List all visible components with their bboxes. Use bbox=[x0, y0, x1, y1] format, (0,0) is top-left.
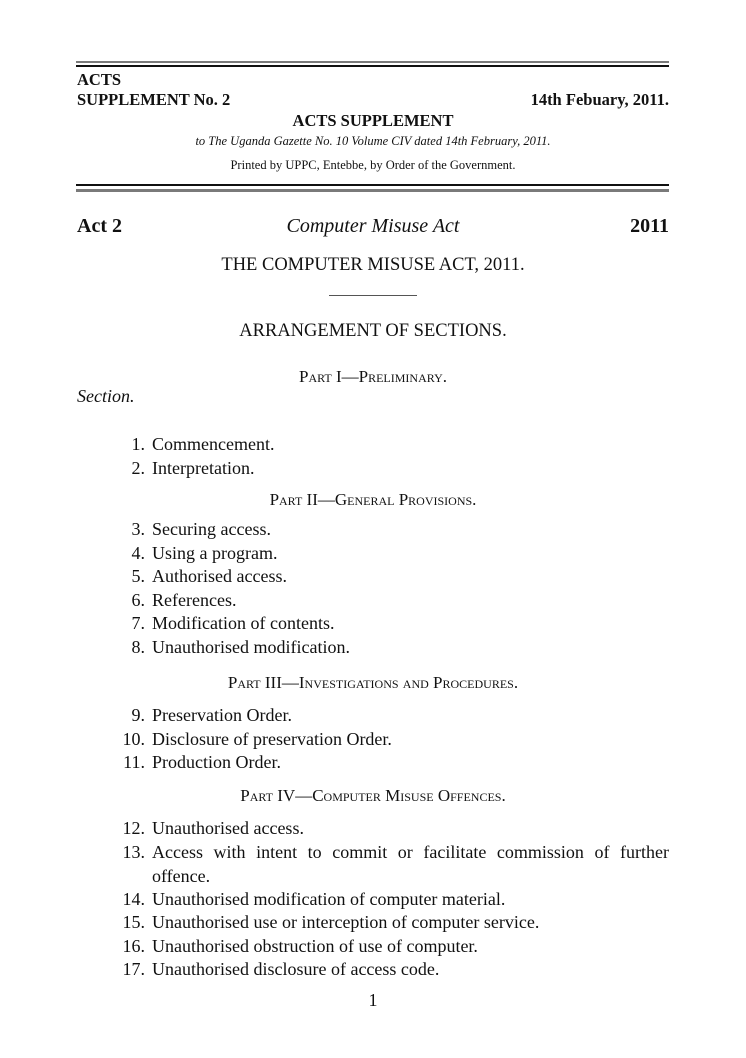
header-supplement-number: SUPPLEMENT No. 2 bbox=[77, 90, 231, 109]
header-top-rule-gray bbox=[76, 61, 669, 63]
header-bottom-rule-black bbox=[76, 184, 669, 186]
running-head-act-number: Act 2 bbox=[77, 215, 122, 237]
section-number: 13. bbox=[122, 842, 145, 862]
section-title: Modification of contents. bbox=[152, 613, 335, 633]
section-title: Unauthorised modification of computer material. bbox=[152, 889, 506, 909]
arrangement-heading: ARRANGEMENT OF SECTIONS. bbox=[239, 321, 507, 341]
part-heading: Part I—Preliminary. bbox=[298, 367, 447, 386]
section-title: Using a program. bbox=[152, 543, 278, 563]
section-number: 6. bbox=[131, 590, 145, 610]
header-top-rule-black bbox=[76, 65, 669, 67]
section-number: 8. bbox=[131, 637, 145, 657]
section-title: Interpretation. bbox=[152, 458, 255, 478]
section-number: 14. bbox=[122, 889, 145, 909]
part-heading: Part II—General Provisions. bbox=[269, 490, 477, 509]
document-title: THE COMPUTER MISUSE ACT, 2011. bbox=[221, 255, 525, 275]
section-title: Unauthorised obstruction of use of computer. bbox=[152, 936, 478, 956]
header-bottom-rule-gray bbox=[76, 189, 669, 192]
section-title: Preservation Order. bbox=[152, 705, 292, 725]
section-column-label: Section. bbox=[77, 386, 135, 406]
section-title: Unauthorised modification. bbox=[152, 637, 350, 657]
section-number: 5. bbox=[131, 566, 145, 586]
section-number: 9. bbox=[131, 705, 145, 725]
section-title: Authorised access. bbox=[152, 566, 287, 586]
section-title: Disclosure of preservation Order. bbox=[152, 729, 392, 749]
part-heading: Part III—Investigations and Procedures. bbox=[227, 673, 519, 692]
section-number: 1. bbox=[131, 434, 145, 454]
part-heading: Part IV—Computer Misuse Offences. bbox=[240, 786, 506, 805]
page-number: 1 bbox=[368, 990, 378, 1010]
section-number: 16. bbox=[122, 936, 145, 956]
section-number: 4. bbox=[131, 543, 145, 563]
section-number: 2. bbox=[131, 458, 145, 478]
section-title: Securing access. bbox=[152, 519, 271, 539]
section-number: 12. bbox=[122, 818, 145, 838]
header-title: ACTS SUPPLEMENT bbox=[292, 111, 454, 130]
section-number: 3. bbox=[131, 519, 145, 539]
section-number: 11. bbox=[123, 752, 145, 772]
header-printer-line: Printed by UPPC, Entebbe, by Order of the Government. bbox=[230, 158, 516, 172]
section-number: 10. bbox=[122, 729, 145, 749]
section-title: Unauthorised use or interception of computer service. bbox=[152, 912, 540, 932]
section-title: Production Order. bbox=[152, 752, 281, 772]
running-head-year: 2011 bbox=[630, 215, 669, 237]
section-number: 15. bbox=[122, 912, 145, 932]
header-acts-label: ACTS bbox=[77, 70, 122, 89]
running-head-title: Computer Misuse Act bbox=[286, 215, 460, 237]
section-title: Unauthorised access. bbox=[152, 818, 304, 838]
section-number: 7. bbox=[131, 613, 145, 633]
section-title: Commencement. bbox=[152, 434, 275, 454]
header-date: 14th Febuary, 2011. bbox=[530, 90, 669, 109]
header-gazette-line: to The Uganda Gazette No. 10 Volume CIV dated 14th February, 2011. bbox=[195, 134, 551, 148]
section-title: References. bbox=[152, 590, 237, 610]
title-divider bbox=[329, 295, 417, 296]
section-title: Access with intent to commit or facilitate commission of further offence. bbox=[152, 842, 669, 886]
section-title: Unauthorised disclosure of access code. bbox=[152, 959, 440, 979]
section-number: 17. bbox=[122, 959, 145, 979]
